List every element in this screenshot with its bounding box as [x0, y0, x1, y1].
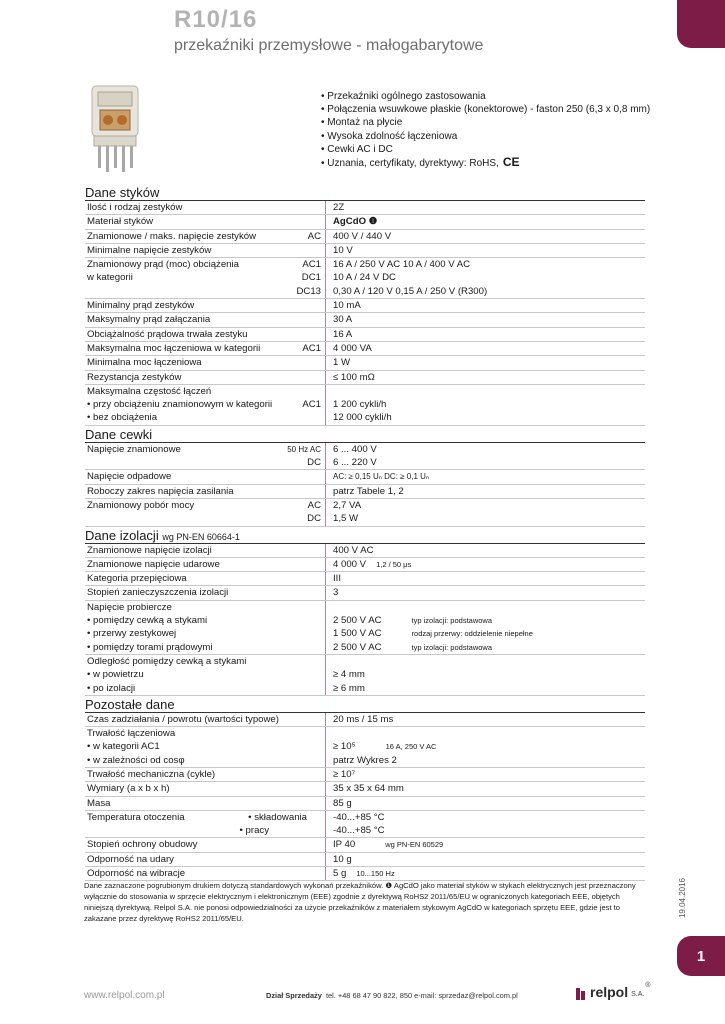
- footer-website-link[interactable]: www.relpol.com.pl: [84, 990, 165, 1001]
- table-row: Minimalna moc łączeniowa 1 W: [85, 356, 645, 370]
- table-row: • przy obciążeniu znamionowym w kategorii AC1 1 200 cykli/h: [87, 399, 387, 411]
- table-row: • pomiędzy cewką a stykami 2 500 V AC typ izolacji: podstawowa: [87, 615, 493, 627]
- feature-item: [321, 156, 661, 170]
- table-row: Czas zadziałania / powrotu (wartości typowe) 20 ms / 15 ms: [85, 713, 645, 727]
- table-row: Masa 85 g: [85, 797, 645, 811]
- table-row: • przerwy zestykowej 1 500 V AC rodzaj przerwy: oddzielenie niepełne: [87, 628, 533, 640]
- table-row: Stopień zanieczyszczenia izolacji 3: [85, 586, 645, 600]
- table-row: Temperatura otoczenia • składowania -40...+85 °C: [87, 811, 385, 823]
- table-row: Odporność na wibracje 5 g 10...150 Hz: [85, 867, 645, 881]
- table-row: Znamionowy prąd (moc) obciążenia AC1 16 A / 250 V AC 10 A / 400 V AC: [87, 259, 471, 271]
- table-row: Maksymalny prąd załączania 30 A: [85, 313, 645, 327]
- footer-contact: [266, 991, 518, 1000]
- feature-item: • Cewki AC i DC: [321, 143, 393, 155]
- table-row: Napięcie znamionowe 50 Hz AC 6 ... 400 V: [87, 443, 377, 455]
- table-row: • pomiędzy torami prądowymi 2 500 V AC typ izolacji: podstawowa: [85, 641, 645, 655]
- table-row: Stopień ochrony obudowy IP 40 wg PN-EN 60529: [85, 838, 645, 852]
- table-row: Wymiary (a x b x h) 35 x 35 x 64 mm: [85, 782, 645, 796]
- page-number: 1: [677, 936, 725, 976]
- table-row: w kategorii DC1 10 A / 24 V DC: [87, 272, 396, 284]
- table-row: Maksymalna moc łączeniowa w kategorii AC1 4 000 VA: [85, 342, 645, 356]
- logo-suffix: S.A.: [631, 991, 645, 998]
- spec-table: [85, 184, 645, 881]
- table-row: Maksymalna częstość łączeń: [85, 385, 645, 398]
- table-row: DC13 0,30 A / 120 V 0,15 A / 250 V (R300): [85, 285, 645, 299]
- table-row: DC 6 ... 220 V: [85, 456, 645, 470]
- table-row: Odporność na udary 10 g: [85, 853, 645, 867]
- feature-item: • Wysoka zdolność łączeniowa: [321, 130, 458, 142]
- table-row: Znamionowe / maks. napięcie zestyków AC 400 V / 440 V: [85, 230, 645, 244]
- table-row: Znamionowe napięcie udarowe 4 000 V 1,2 / 50 μs: [85, 558, 645, 572]
- section-title-other: Pozostałe dane: [85, 696, 645, 713]
- page-title: R10/16: [174, 6, 258, 33]
- section-title-contacts: Dane styków: [85, 184, 645, 201]
- corner-tab-top: [677, 0, 725, 48]
- table-row: • pracy -40...+85 °C: [85, 824, 645, 838]
- section-title-coil: Dane cewki: [85, 426, 645, 443]
- table-row: Odległość pomiędzy cewką a stykami: [85, 655, 645, 668]
- table-row: Minimalne napięcie zestyków 10 V: [85, 244, 645, 258]
- other-rows: [85, 713, 645, 882]
- table-row: Obciążalność prądowa trwała zestyku 16 A: [85, 328, 645, 342]
- relay-product-photo: [78, 82, 152, 178]
- table-row: • w kategorii AC1 ≥ 10⁵ 16 A, 250 V AC: [87, 741, 437, 753]
- table-row: Trwałość łączeniowa: [85, 727, 645, 740]
- feature-item: • Połączenia wsuwkowe płaskie (konektorowe) - faston 250 (6,3 x 0,8 mm): [321, 104, 651, 116]
- insulation-rows: [85, 544, 645, 696]
- table-row: Napięcie odpadowe AC: ≥ 0,15 Uₙ DC: ≥ 0,1 Uₙ: [85, 470, 645, 484]
- table-row: • w zależności od cosφ patrz Wykres 2: [85, 754, 645, 768]
- table-row: DC 1,5 W: [85, 512, 645, 526]
- table-row: Znamionowe napięcie izolacji 400 V AC: [85, 544, 645, 558]
- relpol-logo: [575, 982, 651, 1000]
- coil-rows: [85, 443, 645, 527]
- table-row: • w powietrzu ≥ 4 mm: [87, 669, 365, 681]
- feature-list: [321, 90, 661, 170]
- logo-registered-mark: ®: [645, 982, 651, 989]
- section-title-insulation: Dane izolacji wg PN-EN 60664-1: [85, 527, 645, 544]
- relpol-logo-icon: [575, 986, 587, 1000]
- logo-text: relpol: [590, 984, 629, 1000]
- feature-item: • Montaż na płycie: [321, 117, 403, 129]
- table-row: Trwałość mechaniczna (cykle) ≥ 10⁷: [85, 768, 645, 782]
- table-row: Znamionowy pobór mocy AC 2,7 VA: [87, 499, 362, 511]
- table-row: Minimalny prąd zestyków 10 mA: [85, 299, 645, 313]
- ce-mark-icon: CE: [502, 155, 520, 170]
- table-row: Kategoria przepięciowa III: [85, 572, 645, 586]
- sales-label: Dział Sprzedaży: [266, 991, 322, 1000]
- table-row: Materiał styków AgCdO ❶: [85, 215, 645, 229]
- feature-item-text: • Uznania, certyfikaty, dyrektywy: RoHS,: [321, 158, 499, 170]
- table-row: Ilość i rodzaj zestyków 2Z: [85, 201, 645, 215]
- table-row: Rezystancja zestyków ≤ 100 mΩ: [85, 371, 645, 385]
- page-subtitle: przekaźniki przemysłowe - małogabarytowe: [174, 37, 484, 54]
- table-row: Napięcie probiercze: [85, 601, 645, 614]
- footnote: Dane zaznaczone pogrubionym drukiem dotyczą standardowych wykonań przekaźników. ❶ AgCdO jako materiał styków w stykach elektrycznych jest przeznaczony wyłącznie do stosowania w sprzęcie elektrycznym i elektronicznym (EEE) zgodnie z dyrektywą RoHS2 2011/65/EU w ograniczonych kategoriach EEE, objętych niniejszą dyrektywą. Relpol S.A. nie ponosi odpowiedzialności za użycie przekaźników z materiałem stykowym AgCdO w kategoriach sprzętu EEE, gdzie jest to zakazane przez dyrektywę RoHS2 2011/65/EU.: [84, 881, 636, 923]
- table-row: Roboczy zakres napięcia zasilania patrz Tabele 1, 2: [85, 485, 645, 499]
- revision-date: 19.04.2016: [678, 878, 687, 919]
- table-row: • po izolacji ≥ 6 mm: [85, 682, 645, 696]
- feature-item: • Przekaźniki ogólnego zastosowania: [321, 91, 486, 102]
- table-row: • bez obciążenia 12 000 cykli/h: [85, 411, 645, 425]
- sales-contact: tel. +48 68 47 90 822, 850 e-mail: sprzedaz@relpol.com.pl: [325, 991, 518, 1000]
- contacts-rows: [85, 201, 645, 426]
